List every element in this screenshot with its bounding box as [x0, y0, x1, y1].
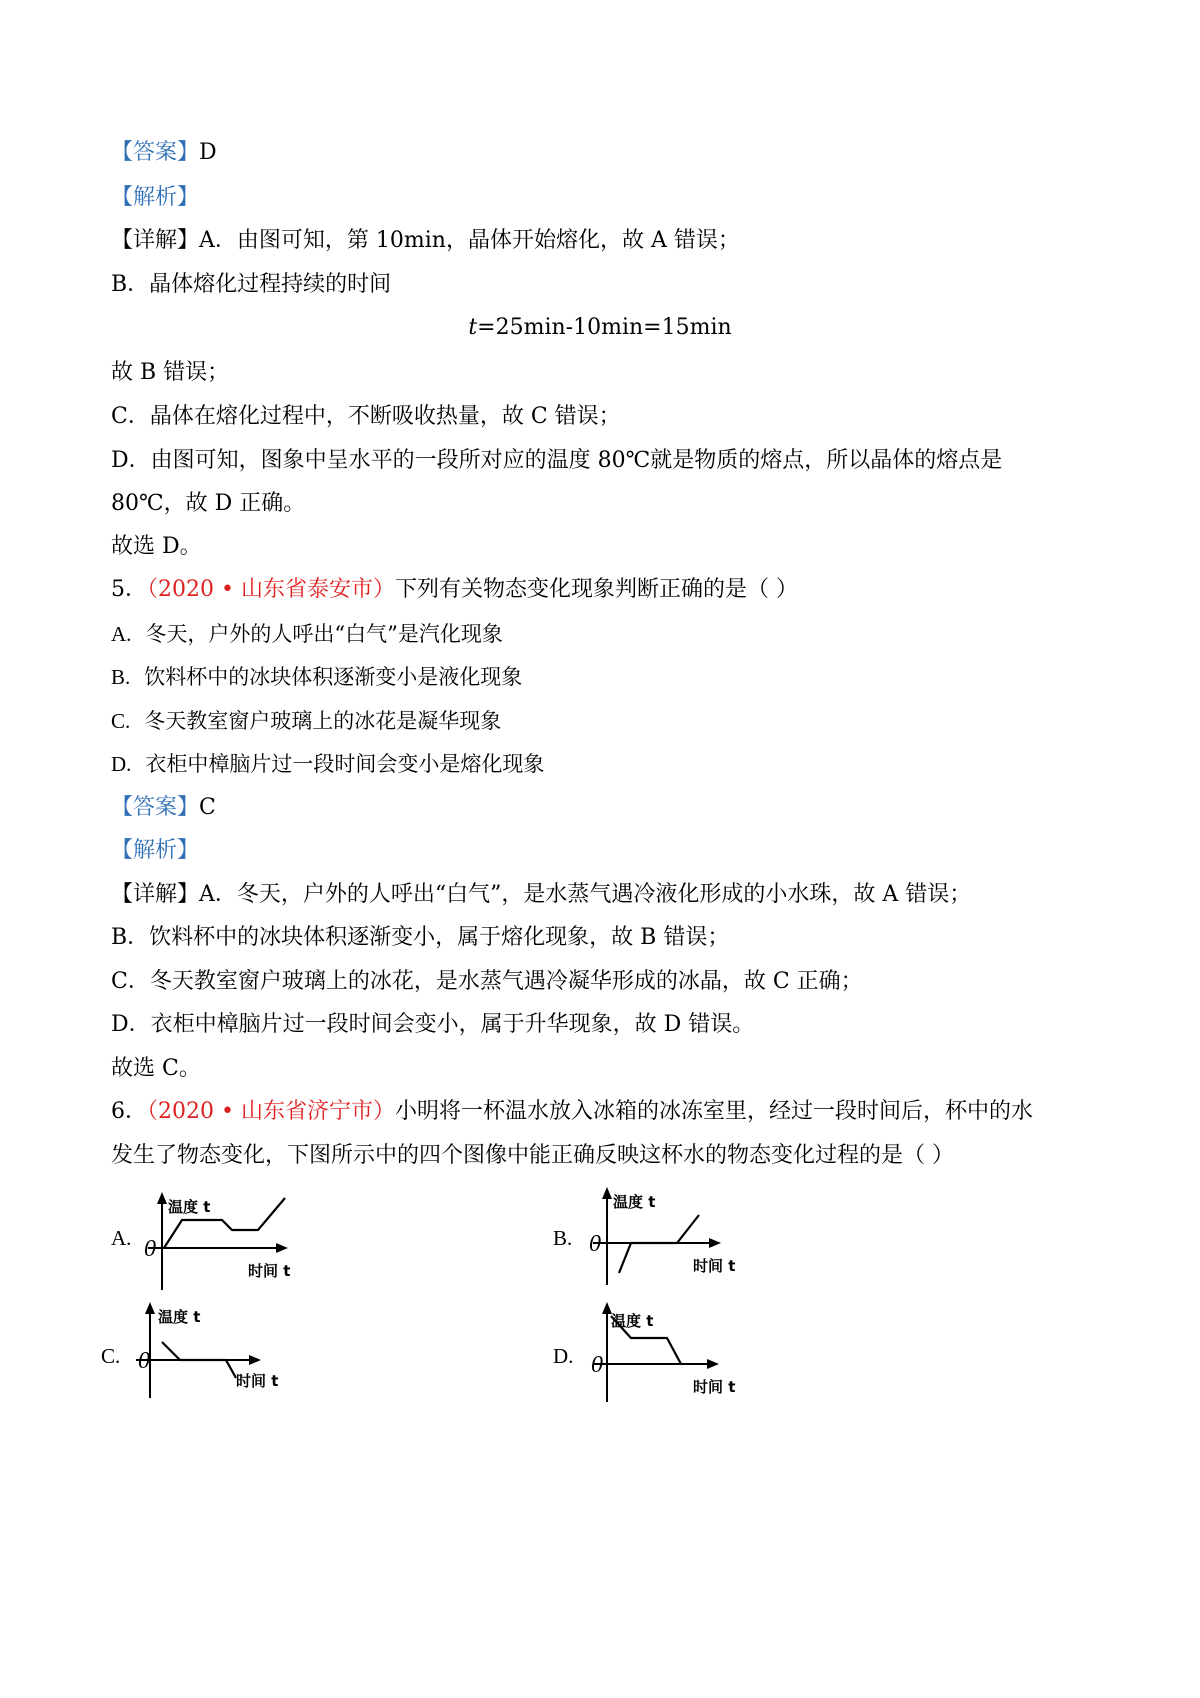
graph-a-letter: A. [111, 1226, 132, 1250]
x-axis-label: 时间 t [248, 1262, 291, 1280]
origin-label: 0 [144, 1236, 156, 1262]
option-letter: C. [111, 709, 131, 733]
q4-detail-d-line2: 80℃，故 D 正确。 [111, 491, 306, 516]
q5-analysis-tag: 【解析】 [111, 838, 200, 863]
q4-detail-d-line1: D．由图可知，图象中呈水平的一段所对应的温度 80℃就是物质的熔点，所以晶体的熔点是 [111, 448, 1003, 473]
question-source: （2020 • 山东省泰安市） [147, 577, 395, 602]
question-stem: 小明将一杯温水放入冰箱的冰冻室里，经过一段时间后，杯中的水 [394, 1099, 1033, 1124]
x-axis-label: 时间 t [693, 1378, 736, 1396]
option-letter: A. [111, 622, 132, 646]
q5-detail-b: B．饮料杯中的冰块体积逐渐变小，属于熔化现象，故 B 错误； [111, 925, 730, 950]
y-axis-label: 温度 t [158, 1308, 201, 1326]
x-axis-label: 时间 t [236, 1372, 279, 1390]
option-letter: B. [111, 665, 131, 689]
q5-option-b [111, 662, 522, 692]
question-source: （2020 • 山东省济宁市） [147, 1099, 395, 1124]
y-axis-label: 温度 t [168, 1198, 211, 1216]
graph-c [128, 1300, 298, 1410]
answer-value: C [199, 795, 216, 820]
q4-formula [0, 313, 1200, 343]
q4-analysis-tag: 【解析】 [111, 185, 200, 210]
formula-variable: t [468, 315, 478, 340]
x-axis-arrow [707, 1359, 719, 1369]
q5-answer-line [111, 793, 216, 823]
q5-option-c [111, 706, 501, 736]
option-text: 冬天教室窗户玻璃上的冰花是凝华现象 [144, 709, 502, 733]
q5-detail-c: C．冬天教室窗户玻璃上的冰花，是水蒸气遇冷凝华形成的冰晶，故 C 正确； [111, 969, 863, 994]
q5-stem [111, 575, 798, 605]
graph-b [585, 1185, 755, 1295]
origin-label: 0 [138, 1348, 150, 1374]
question-stem: 下列有关物态变化现象判断正确的是（ ） [394, 577, 798, 602]
q5-detail-d: D．衣柜中樟脑片过一段时间会变小，属于升华现象，故 D 错误。 [111, 1012, 755, 1037]
q5-option-a [111, 619, 503, 649]
graph-d-letter: D. [553, 1344, 574, 1368]
y-axis-arrow [145, 1302, 155, 1314]
q4-b-conclusion: 故 B 错误； [111, 360, 230, 385]
q6-stem-line1 [111, 1097, 1033, 1127]
origin-label: 0 [589, 1231, 601, 1257]
origin-label: 0 [591, 1352, 603, 1378]
option-text: 衣柜中樟脑片过一段时间会变小是熔化现象 [145, 752, 545, 776]
q4-answer-line [111, 138, 217, 168]
question-number: 5． [111, 577, 147, 602]
graph-a [140, 1190, 310, 1300]
q5-option-d [111, 749, 544, 779]
graph-b-letter: B. [553, 1226, 573, 1250]
q4-conclusion: 故选 D。 [111, 534, 202, 559]
question-number: 6． [111, 1099, 147, 1124]
detail-a-text: A．由图可知，第 10min，晶体开始熔化，故 A 错误； [199, 228, 740, 253]
formula-expression: =25min-10min=15min [477, 315, 732, 340]
x-axis-arrow [249, 1355, 261, 1365]
y-axis-arrow [602, 1187, 612, 1199]
answer-value: D [199, 140, 217, 165]
q4-detail-b: B．晶体熔化过程持续的时间 [111, 272, 392, 297]
answer-tag: 【答案】 [111, 140, 200, 165]
q4-detail-c: C．晶体在熔化过程中，不断吸收热量，故 C 错误； [111, 404, 621, 429]
detail-tag: 【详解】 [111, 228, 200, 253]
q4-detail-a [111, 226, 740, 256]
y-axis-arrow [157, 1192, 167, 1204]
option-text: 饮料杯中的冰块体积逐渐变小是液化现象 [144, 665, 523, 689]
option-letter: D. [111, 752, 132, 776]
graph-c-letter: C. [101, 1344, 121, 1368]
detail-a-text: A．冬天，户外的人呼出“白气”，是水蒸气遇冷液化形成的小水珠，故 A 错误； [199, 882, 972, 907]
x-axis-arrow [276, 1243, 288, 1253]
q6-stem-line2: 发生了物态变化，下图所示中的四个图像中能正确反映这杯水的物态变化过程的是（ ） [111, 1143, 954, 1168]
y-axis-label: 温度 t [611, 1312, 654, 1330]
detail-tag: 【详解】 [111, 882, 200, 907]
q5-detail-a [111, 880, 971, 910]
option-text: 冬天，户外的人呼出“白气”是汽化现象 [145, 622, 503, 646]
q5-conclusion: 故选 C。 [111, 1056, 201, 1081]
answer-tag: 【答案】 [111, 795, 200, 820]
y-axis-label: 温度 t [613, 1193, 656, 1211]
x-axis-arrow [709, 1238, 721, 1248]
graph-d [585, 1300, 755, 1410]
x-axis-label: 时间 t [693, 1257, 736, 1275]
